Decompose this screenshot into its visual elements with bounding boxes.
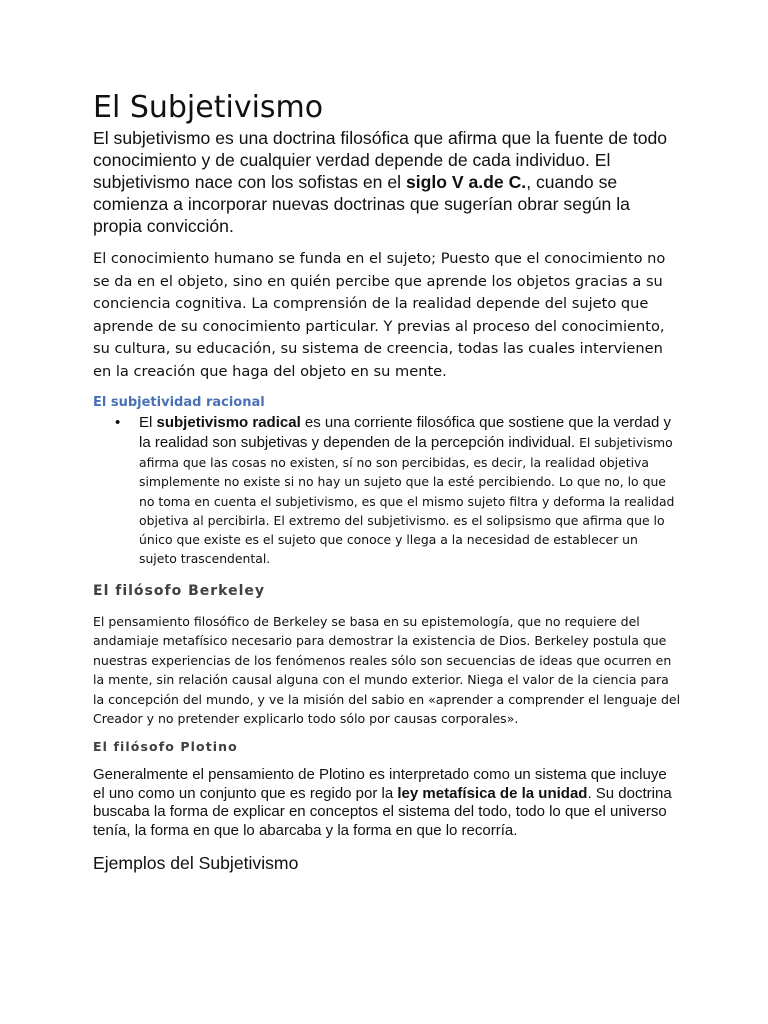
bullet-text-3: El subjetivismo afirma que las cosas no existen, sí no son percibidas, es decir, la realidad objetiva simplemente no existe si no hay un sujeto que la esté percibiendo. Lo que no, lo que no toma en cuenta el subjetivismo, es que el mismo sujeto filtra y deforma la realidad objetiva al percibirla. El extremo del subjetivismo. es el solipsismo que afirma que lo único que existe es el sujeto que conoce y llega a la necesidad de establecer un sujeto trascendental.: [139, 435, 675, 567]
page-title: El Subjetivismo: [93, 90, 324, 125]
bullet-text-2: es una corriente filosófica que sostiene que la verdad y la realidad son subjetivas y dependen de la percepción individual.: [139, 414, 671, 451]
list-item: [115, 413, 675, 569]
intro-paragraph: [93, 127, 675, 237]
intro-bold-century: siglo V a.de C.: [405, 172, 527, 192]
plotino-bold-ley: ley metafísica de la unidad: [397, 784, 588, 802]
bullet-icon: •: [115, 414, 121, 431]
conocimiento-paragraph: El conocimiento humano se funda en el sujeto; Puesto que el conocimiento no se da en el objeto, sino en quién percibe que aprende los objetos gracias a su conciencia cognitiva. La comprensión de la realidad depende del sujeto que aprende de su conocimiento particular. Y previas al proceso del conocimiento, su cultura, su educación, su sistema de creencia, todas las cuales intervienen en la creación que haga del objeto en su mente.: [93, 250, 666, 380]
heading-berkeley: El filósofo Berkeley: [93, 583, 265, 599]
bullet-text-1: El: [139, 414, 157, 431]
bullet-bold-radical: subjetivismo radical: [156, 414, 301, 431]
bullet-list: [115, 413, 675, 569]
plotino-text-2: . Su doctrina buscaba la forma de explicar en conceptos el sistema del todo, todo lo que el universo tenía, la forma en que lo abarcaba y la forma en que lo recorría.: [93, 784, 672, 840]
intro-text-2: , cuando se comienza a incorporar nuevas doctrinas que sugerían obrar según la propia convicción.: [93, 172, 630, 236]
plotino-paragraph: [93, 766, 678, 841]
heading-subjetividad-racional: El subjetividad racional: [93, 395, 265, 410]
heading-plotino: El filósofo Plotino: [93, 739, 238, 754]
heading-ejemplos: Ejemplos del Subjetivismo: [93, 853, 299, 873]
berkeley-paragraph: El pensamiento filosófico de Berkeley se basa en su epistemología, que no requiere del andamiaje metafísico necesario para demostrar la existencia de Dios. Berkeley postula que nuestras experiencias de los fenómenos reales sólo son secuencias de ideas que ocurren en la mente, sin relación causal alguna con el mundo exterior. Niega el valor de la ciencia para la concepción del mundo, y ve la misión del sabio en «aprender a comprender el lenguaje del Creador y no pretender explicarlo todo sólo por causas corporales».: [93, 614, 681, 727]
intro-text-1: El subjetivismo es una doctrina filosófica que afirma que la fuente de todo conocimiento y de cualquier verdad depende de cada individuo. El subjetivismo nace con los sofistas en el: [93, 128, 668, 192]
plotino-text-1: Generalmente el pensamiento de Plotino es interpretado como un sistema que incluye el uno como un conjunto que es regido por la: [93, 766, 667, 802]
